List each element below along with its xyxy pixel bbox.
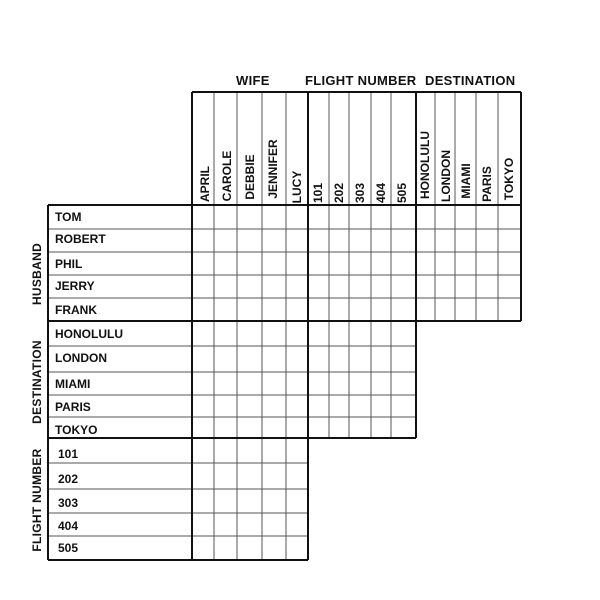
grid-cell[interactable]: [238, 514, 261, 535]
grid-cell[interactable]: [287, 347, 307, 371]
col-header-dest-paris: PARIS: [480, 166, 494, 202]
row-label-dest-tokyo: TOKYO: [55, 423, 98, 437]
grid-cell[interactable]: [350, 396, 370, 416]
grid-cell[interactable]: [215, 299, 236, 320]
col-header-dest-honolulu: HONOLULU: [418, 131, 432, 199]
grid-cell[interactable]: [436, 206, 454, 228]
grid-cell[interactable]: [287, 206, 307, 228]
row-label-flight-303: 303: [58, 496, 79, 510]
grid-cell[interactable]: [309, 418, 328, 437]
grid-cell[interactable]: [193, 396, 213, 416]
grid-cell[interactable]: [263, 299, 285, 320]
grid-cell[interactable]: [330, 276, 348, 297]
col-header-wife-jennifer: JENNIFER: [266, 139, 280, 199]
grid-cell[interactable]: [350, 230, 370, 251]
grid-cell[interactable]: [350, 322, 370, 345]
grid-cell[interactable]: [215, 373, 236, 394]
grid-cell[interactable]: [238, 276, 261, 297]
col-header-flight-404: 404: [374, 182, 388, 204]
grid-cell[interactable]: [392, 299, 415, 320]
grid-cell[interactable]: [330, 418, 348, 437]
grid-cell[interactable]: [263, 230, 285, 251]
group-header-flight-number: FLIGHT NUMBER: [305, 73, 417, 88]
grid-cell[interactable]: [238, 347, 261, 371]
grid-cell[interactable]: [193, 514, 213, 535]
grid-cell[interactable]: [350, 373, 370, 394]
grid-cell[interactable]: [309, 322, 328, 345]
grid-cell[interactable]: [193, 299, 213, 320]
grid-cell[interactable]: [287, 490, 307, 512]
grid-cell[interactable]: [193, 347, 213, 371]
grid-cell[interactable]: [215, 464, 236, 488]
grid-cell[interactable]: [215, 230, 236, 251]
grid-cell[interactable]: [238, 253, 261, 274]
grid-cell[interactable]: [215, 439, 236, 462]
row-label-flight-404: 404: [58, 519, 79, 533]
grid-cell[interactable]: [309, 276, 328, 297]
grid-cell[interactable]: [263, 206, 285, 228]
row-label-husband-phil: PHIL: [55, 257, 83, 271]
grid-cells[interactable]: [193, 206, 520, 559]
grid-cell[interactable]: [309, 373, 328, 394]
grid-cell[interactable]: [238, 490, 261, 512]
grid-cell[interactable]: [350, 276, 370, 297]
row-label-husband-robert: ROBERT: [55, 232, 106, 246]
row-label-dest-miami: MIAMI: [55, 377, 91, 391]
grid-cell[interactable]: [215, 347, 236, 371]
grid-cell[interactable]: [263, 439, 285, 462]
row-label-husband-tom: TOM: [55, 210, 82, 224]
row-label-dest-london: LONDON: [55, 351, 107, 365]
grid-cell[interactable]: [287, 418, 307, 437]
grid-cell[interactable]: [392, 206, 415, 228]
grid-cell[interactable]: [238, 206, 261, 228]
grid-cell[interactable]: [309, 230, 328, 251]
grid-cell[interactable]: [392, 418, 415, 437]
grid-cell[interactable]: [372, 253, 390, 274]
grid-cell[interactable]: [372, 206, 390, 228]
col-header-flight-202: 202: [332, 182, 346, 204]
grid-cell[interactable]: [287, 322, 307, 345]
grid-cell[interactable]: [263, 537, 285, 559]
grid-cell[interactable]: [287, 537, 307, 559]
row-label-flight-505: 505: [58, 541, 79, 555]
group-header-destination-side: DESTINATION: [30, 340, 44, 424]
grid-cell[interactable]: [263, 373, 285, 394]
grid-cell[interactable]: [499, 276, 520, 297]
grid-cell[interactable]: [238, 230, 261, 251]
grid-cell[interactable]: [215, 253, 236, 274]
grid-cell[interactable]: [238, 322, 261, 345]
grid-cell[interactable]: [215, 537, 236, 559]
grid-cell[interactable]: [309, 347, 328, 371]
grid-cell[interactable]: [263, 514, 285, 535]
grid-cell[interactable]: [392, 396, 415, 416]
grid-cell[interactable]: [238, 439, 261, 462]
grid-cell[interactable]: [287, 439, 307, 462]
grid-cell[interactable]: [417, 299, 434, 320]
grid-cell[interactable]: [477, 230, 497, 251]
row-label-flight-202: 202: [58, 472, 79, 486]
grid-cell[interactable]: [309, 206, 328, 228]
grid-cell[interactable]: [456, 253, 475, 274]
grid-cell[interactable]: [263, 347, 285, 371]
grid-cell[interactable]: [215, 322, 236, 345]
grid-cell[interactable]: [330, 373, 348, 394]
grid-cell[interactable]: [263, 253, 285, 274]
grid-cell[interactable]: [287, 299, 307, 320]
grid-cell[interactable]: [287, 396, 307, 416]
grid-cell[interactable]: [193, 206, 213, 228]
grid-cell[interactable]: [392, 347, 415, 371]
col-header-flight-101: 101: [311, 182, 325, 204]
grid-cell[interactable]: [193, 537, 213, 559]
grid-cell[interactable]: [392, 322, 415, 345]
row-label-husband-frank: FRANK: [55, 303, 97, 317]
grid-cell[interactable]: [499, 206, 520, 228]
grid-cell[interactable]: [330, 230, 348, 251]
grid-cell[interactable]: [372, 373, 390, 394]
grid-cell[interactable]: [417, 276, 434, 297]
col-header-dest-london: LONDON: [439, 150, 453, 202]
grid-cell[interactable]: [330, 206, 348, 228]
grid-cell[interactable]: [350, 418, 370, 437]
grid-cell[interactable]: [350, 206, 370, 228]
grid-cell[interactable]: [372, 276, 390, 297]
grid-cell[interactable]: [330, 253, 348, 274]
grid-cell[interactable]: [193, 418, 213, 437]
grid-cell[interactable]: [287, 276, 307, 297]
grid-cell[interactable]: [287, 464, 307, 488]
col-header-wife-april: APRIL: [198, 166, 212, 202]
col-header-wife-debbie: DEBBIE: [243, 154, 257, 200]
grid-cell[interactable]: [238, 464, 261, 488]
grid-cell[interactable]: [477, 299, 497, 320]
grid-cell[interactable]: [215, 206, 236, 228]
col-header-dest-miami: MIAMI: [459, 163, 473, 199]
grid-cell[interactable]: [372, 396, 390, 416]
grid-cell[interactable]: [238, 373, 261, 394]
grid-cell[interactable]: [263, 396, 285, 416]
grid-cell[interactable]: [456, 230, 475, 251]
grid-cell[interactable]: [215, 490, 236, 512]
grid-cell[interactable]: [263, 322, 285, 345]
grid-cell[interactable]: [215, 276, 236, 297]
grid-cell[interactable]: [350, 299, 370, 320]
grid-cell[interactable]: [372, 347, 390, 371]
grid-cell[interactable]: [193, 439, 213, 462]
group-header-destination: DESTINATION: [425, 73, 516, 88]
grid-cell[interactable]: [238, 396, 261, 416]
group-header-husband: HUSBAND: [30, 242, 44, 306]
grid-cell[interactable]: [372, 230, 390, 251]
grid-cell[interactable]: [309, 299, 328, 320]
grid-cell[interactable]: [193, 253, 213, 274]
grid-cell[interactable]: [193, 276, 213, 297]
col-header-wife-lucy: LUCY: [290, 170, 304, 204]
grid-cell[interactable]: [477, 206, 497, 228]
col-header-flight-303: 303: [353, 182, 367, 204]
grid-cell[interactable]: [372, 418, 390, 437]
col-header-wife-carole: CAROLE: [220, 150, 234, 202]
row-label-dest-paris: PARIS: [55, 400, 91, 414]
grid-cell[interactable]: [263, 418, 285, 437]
row-label-husband-jerry: JERRY: [55, 279, 95, 293]
grid-cell[interactable]: [392, 230, 415, 251]
group-header-flight-number-side: FLIGHT NUMBER: [30, 448, 44, 552]
grid-cell[interactable]: [436, 230, 454, 251]
grid-cell[interactable]: [417, 206, 434, 228]
grid-cell[interactable]: [330, 299, 348, 320]
grid-cell[interactable]: [309, 396, 328, 416]
grid-cell[interactable]: [238, 418, 261, 437]
grid-cell[interactable]: [287, 373, 307, 394]
grid-cell[interactable]: [330, 396, 348, 416]
grid-cell[interactable]: [477, 253, 497, 274]
grid-cell[interactable]: [263, 276, 285, 297]
grid-cell[interactable]: [330, 322, 348, 345]
grid-cell[interactable]: [456, 276, 475, 297]
grid-cell[interactable]: [477, 276, 497, 297]
grid-cell[interactable]: [350, 347, 370, 371]
grid-cell[interactable]: [193, 490, 213, 512]
grid-cell[interactable]: [193, 230, 213, 251]
grid-cell[interactable]: [456, 206, 475, 228]
grid-cell[interactable]: [499, 299, 520, 320]
grid-cell[interactable]: [392, 253, 415, 274]
grid-cell[interactable]: [499, 230, 520, 251]
grid-cell[interactable]: [417, 253, 434, 274]
grid-cell[interactable]: [309, 253, 328, 274]
grid-cell[interactable]: [193, 322, 213, 345]
grid-cell[interactable]: [238, 537, 261, 559]
grid-cell[interactable]: [392, 373, 415, 394]
grid-cell[interactable]: [350, 253, 370, 274]
grid-cell[interactable]: [215, 514, 236, 535]
grid-cell[interactable]: [436, 299, 454, 320]
grid-cell[interactable]: [287, 514, 307, 535]
grid-cell[interactable]: [372, 322, 390, 345]
grid-cell[interactable]: [263, 490, 285, 512]
grid-cell[interactable]: [215, 418, 236, 437]
grid-cell[interactable]: [436, 253, 454, 274]
grid-cell[interactable]: [417, 230, 434, 251]
grid-cell[interactable]: [436, 276, 454, 297]
grid-cell[interactable]: [372, 299, 390, 320]
grid-cell[interactable]: [287, 230, 307, 251]
grid-cell[interactable]: [193, 373, 213, 394]
col-header-flight-505: 505: [395, 182, 409, 204]
grid-cell[interactable]: [499, 253, 520, 274]
grid-cell[interactable]: [392, 276, 415, 297]
grid-cell[interactable]: [287, 253, 307, 274]
group-header-wife: WIFE: [236, 73, 270, 88]
grid-cell[interactable]: [238, 299, 261, 320]
grid-cell[interactable]: [456, 299, 475, 320]
row-label-flight-101: 101: [58, 447, 79, 461]
grid-cell[interactable]: [263, 464, 285, 488]
col-header-dest-tokyo: TOKYO: [502, 157, 516, 201]
grid-cell[interactable]: [193, 464, 213, 488]
grid-cell[interactable]: [215, 396, 236, 416]
grid-cell[interactable]: [330, 347, 348, 371]
row-label-dest-honolulu: HONOLULU: [55, 327, 123, 341]
